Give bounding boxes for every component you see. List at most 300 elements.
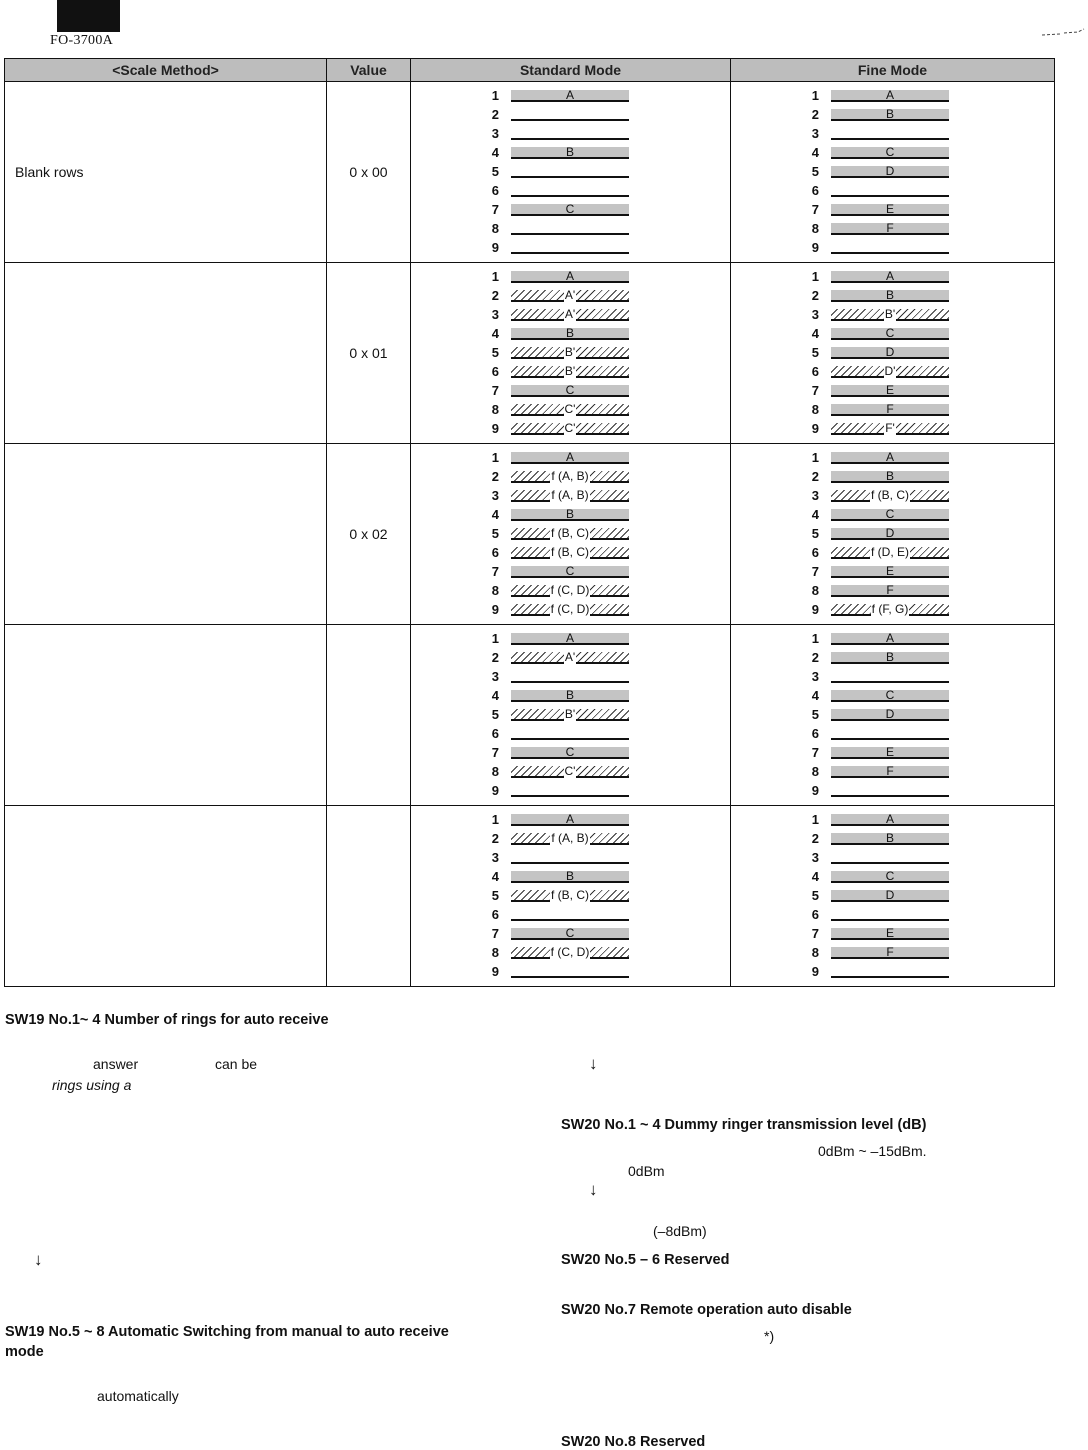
value-cell: 0 x 01 bbox=[327, 263, 411, 444]
line-number: 9 bbox=[811, 783, 819, 798]
scan-line-gray bbox=[511, 633, 629, 645]
scan-line-label: C bbox=[565, 383, 575, 397]
scan-line-gray bbox=[831, 204, 949, 216]
scan-line-hatch bbox=[511, 709, 629, 721]
scan-line-blank bbox=[511, 128, 629, 140]
scan-line-gray bbox=[511, 747, 629, 759]
scan-line-blank bbox=[511, 966, 629, 978]
scan-line-hatch bbox=[511, 585, 629, 597]
scan-line-label: F bbox=[886, 583, 894, 597]
fragment-can-be: can be bbox=[215, 1056, 258, 1072]
scan-line-hatch bbox=[511, 528, 629, 540]
scan-line-hatch bbox=[511, 490, 629, 502]
scan-line-label: B bbox=[885, 831, 894, 845]
header-value: Value bbox=[327, 59, 411, 82]
scan-line-hatch bbox=[511, 347, 629, 359]
line-number: 2 bbox=[811, 288, 819, 303]
line-number: 1 bbox=[811, 269, 819, 284]
line-number: 7 bbox=[491, 202, 499, 217]
scan-line-label: f (A, B) bbox=[551, 488, 589, 502]
scan-line-label: B' bbox=[564, 707, 576, 721]
scan-line-hatch bbox=[511, 404, 629, 416]
scan-line-hatch bbox=[831, 423, 949, 435]
scan-line-gray bbox=[831, 328, 949, 340]
scan-line-label: A bbox=[885, 631, 894, 645]
scan-line-label: C bbox=[885, 869, 895, 883]
scan-line-gray bbox=[831, 766, 949, 778]
line-number: 1 bbox=[811, 450, 819, 465]
line-number: 3 bbox=[491, 307, 499, 322]
line-number: 3 bbox=[811, 488, 819, 503]
level-minus-8dbm: (–8dBm) bbox=[653, 1223, 707, 1239]
fragment-rings-using-a: rings using a bbox=[52, 1077, 132, 1093]
method-cell bbox=[5, 625, 327, 806]
line-number: 6 bbox=[491, 183, 499, 198]
line-number: 8 bbox=[811, 945, 819, 960]
scan-line-hatch bbox=[511, 766, 629, 778]
scan-line-gray bbox=[831, 452, 949, 464]
scan-line-label: E bbox=[885, 564, 894, 578]
line-number: 6 bbox=[491, 907, 499, 922]
scan-line-label: f (D, E) bbox=[871, 545, 909, 559]
scan-line-gray bbox=[831, 871, 949, 883]
scan-line-hatch bbox=[511, 947, 629, 959]
scan-line-gray bbox=[511, 271, 629, 283]
line-number: 8 bbox=[811, 221, 819, 236]
scan-line-label: A bbox=[885, 88, 894, 102]
scan-line-blank bbox=[511, 785, 629, 797]
line-number: 7 bbox=[811, 745, 819, 760]
scan-line-label: f (A, B) bbox=[551, 469, 589, 483]
line-number: 3 bbox=[811, 126, 819, 141]
line-number: 4 bbox=[811, 869, 819, 884]
line-number: 1 bbox=[491, 450, 499, 465]
line-number: 1 bbox=[491, 812, 499, 827]
scan-line-label: C bbox=[885, 507, 895, 521]
scan-line-gray bbox=[831, 709, 949, 721]
line-number: 8 bbox=[491, 402, 499, 417]
scan-line-label: F' bbox=[885, 421, 895, 435]
scan-line-label: E bbox=[885, 202, 894, 216]
scan-line-gray bbox=[831, 223, 949, 235]
scan-line-label: A' bbox=[564, 288, 576, 302]
scan-line-gray bbox=[831, 814, 949, 826]
line-number: 7 bbox=[811, 926, 819, 941]
scan-line-blank bbox=[511, 728, 629, 740]
scan-line-label: C bbox=[885, 326, 895, 340]
scan-line-gray bbox=[511, 204, 629, 216]
table-row bbox=[5, 806, 1055, 987]
scan-line-gray bbox=[831, 890, 949, 902]
fragment-answer: answer bbox=[93, 1056, 139, 1072]
scan-line-blank bbox=[511, 671, 629, 683]
fine-diagram-cell bbox=[731, 444, 1055, 625]
scan-line-label: E bbox=[885, 383, 894, 397]
line-number: 3 bbox=[491, 126, 499, 141]
scan-line-blank bbox=[831, 242, 949, 254]
line-number: 3 bbox=[811, 307, 819, 322]
scan-line-gray bbox=[511, 90, 629, 102]
line-number: 4 bbox=[811, 507, 819, 522]
scan-line-blank bbox=[831, 966, 949, 978]
line-number: 8 bbox=[491, 583, 499, 598]
scan-line-label: E bbox=[885, 926, 894, 940]
line-number: 4 bbox=[811, 326, 819, 341]
scan-line-label: A bbox=[565, 88, 574, 102]
scan-line-gray bbox=[511, 871, 629, 883]
table-row bbox=[5, 82, 1055, 263]
scan-line-label: F bbox=[886, 402, 894, 416]
line-number: 9 bbox=[811, 602, 819, 617]
method-cell bbox=[5, 806, 327, 987]
scan-line-label: f (B, C) bbox=[551, 526, 589, 540]
model-number: FO-3700A bbox=[50, 33, 114, 48]
sw20-no5-6-heading: SW20 No.5 – 6 Reserved bbox=[561, 1252, 730, 1268]
scan-line-label: A bbox=[565, 269, 574, 283]
sw20-no1-4-heading: SW20 No.1 ~ 4 Dummy ringer transmission level (dB) bbox=[561, 1117, 927, 1133]
scan-line-label: D' bbox=[884, 364, 896, 378]
scan-line-label: B' bbox=[564, 345, 576, 359]
fragment-automatically: automatically bbox=[97, 1388, 179, 1404]
scan-line-label: F bbox=[886, 221, 894, 235]
scale-method-table bbox=[4, 58, 1055, 987]
line-number: 7 bbox=[491, 564, 499, 579]
line-number: 3 bbox=[491, 669, 499, 684]
scan-line-label: B bbox=[565, 869, 574, 883]
scan-line-label: B bbox=[885, 650, 894, 664]
scan-line-label: A' bbox=[564, 307, 576, 321]
scan-line-label: A bbox=[565, 631, 574, 645]
level-0dbm: 0dBm bbox=[628, 1163, 665, 1179]
scan-line-hatch bbox=[511, 833, 629, 845]
scan-line-gray bbox=[831, 747, 949, 759]
line-number: 5 bbox=[811, 707, 819, 722]
line-number: 5 bbox=[811, 888, 819, 903]
fine-diagram-cell bbox=[731, 263, 1055, 444]
scan-line-label: F bbox=[886, 764, 894, 778]
line-number: 1 bbox=[491, 269, 499, 284]
scan-line-label: C' bbox=[564, 764, 576, 778]
scan-line-label: B bbox=[885, 288, 894, 302]
scan-line-label: C bbox=[565, 564, 575, 578]
line-number: 3 bbox=[491, 850, 499, 865]
line-number: 5 bbox=[491, 707, 499, 722]
scan-line-blank bbox=[511, 185, 629, 197]
scan-line-label: D bbox=[885, 526, 895, 540]
line-number: 5 bbox=[811, 164, 819, 179]
scan-line-label: B' bbox=[884, 307, 896, 321]
scan-line-gray bbox=[831, 509, 949, 521]
scan-line-hatch bbox=[831, 366, 949, 378]
table-row bbox=[5, 444, 1055, 625]
line-number: 7 bbox=[491, 383, 499, 398]
scan-line-hatch bbox=[511, 652, 629, 664]
line-number: 1 bbox=[811, 88, 819, 103]
sw20-no8-heading: SW20 No.8 Reserved bbox=[561, 1434, 706, 1450]
sw19-no1-4-heading: SW19 No.1~ 4 Number of rings for auto receive bbox=[5, 1012, 329, 1028]
scan-line-hatch bbox=[511, 290, 629, 302]
scan-line-blank bbox=[831, 909, 949, 921]
line-number: 6 bbox=[811, 726, 819, 741]
scan-line-hatch bbox=[831, 604, 949, 616]
line-number: 8 bbox=[491, 221, 499, 236]
scan-line-hatch bbox=[511, 366, 629, 378]
scan-line-gray bbox=[831, 290, 949, 302]
scan-line-blank bbox=[831, 671, 949, 683]
scan-line-gray bbox=[511, 452, 629, 464]
method-cell: Blank rows bbox=[5, 82, 327, 263]
standard-diagram-cell bbox=[411, 806, 731, 987]
line-number: 1 bbox=[491, 88, 499, 103]
line-number: 4 bbox=[491, 507, 499, 522]
scan-line-blank bbox=[831, 785, 949, 797]
scan-line-label: F bbox=[886, 945, 894, 959]
scan-line-label: A bbox=[565, 450, 574, 464]
line-number: 1 bbox=[811, 631, 819, 646]
scan-line-gray bbox=[831, 947, 949, 959]
scan-line-label: E bbox=[885, 745, 894, 759]
scan-line-label: C bbox=[885, 145, 895, 159]
line-number: 9 bbox=[491, 421, 499, 436]
scan-line-blank bbox=[511, 223, 629, 235]
line-number: 6 bbox=[811, 545, 819, 560]
scan-line-hatch bbox=[831, 490, 949, 502]
line-number: 8 bbox=[491, 945, 499, 960]
scan-line-gray bbox=[831, 528, 949, 540]
fine-diagram-cell bbox=[731, 806, 1055, 987]
asterisk-note: *) bbox=[764, 1328, 775, 1344]
scan-line-blank bbox=[511, 852, 629, 864]
line-number: 1 bbox=[491, 631, 499, 646]
scan-line-gray bbox=[831, 347, 949, 359]
scan-line-label: A bbox=[565, 812, 574, 826]
scan-line-label: B bbox=[565, 145, 574, 159]
scan-line-label: f (B, C) bbox=[871, 488, 909, 502]
scan-line-hatch bbox=[511, 423, 629, 435]
standard-diagram-cell bbox=[411, 82, 731, 263]
scan-line-gray bbox=[511, 509, 629, 521]
line-number: 6 bbox=[491, 364, 499, 379]
scan-line-gray bbox=[511, 385, 629, 397]
line-number: 3 bbox=[811, 850, 819, 865]
line-number: 6 bbox=[811, 907, 819, 922]
line-number: 2 bbox=[491, 469, 499, 484]
line-number: 2 bbox=[811, 107, 819, 122]
line-number: 2 bbox=[811, 650, 819, 665]
scan-line-blank bbox=[831, 185, 949, 197]
scan-line-label: A bbox=[885, 450, 894, 464]
sw19-no5-8-heading: SW19 No.5 ~ 8 Automatic Switching from manual to auto receive bbox=[5, 1324, 449, 1340]
scan-line-gray bbox=[511, 328, 629, 340]
black-header-block bbox=[57, 0, 120, 32]
sw20-no7-heading: SW20 No.7 Remote operation auto disable bbox=[561, 1302, 852, 1318]
scan-line-gray bbox=[831, 404, 949, 416]
scan-line-blank bbox=[511, 166, 629, 178]
scan-line-label: B bbox=[565, 688, 574, 702]
scan-line-hatch bbox=[511, 309, 629, 321]
scan-line-hatch bbox=[831, 309, 949, 321]
scan-line-hatch bbox=[511, 604, 629, 616]
line-number: 8 bbox=[811, 402, 819, 417]
line-number: 9 bbox=[811, 421, 819, 436]
line-number: 5 bbox=[491, 888, 499, 903]
scan-line-gray bbox=[831, 90, 949, 102]
line-number: 7 bbox=[491, 926, 499, 941]
line-number: 8 bbox=[811, 583, 819, 598]
value-cell: 0 x 02 bbox=[327, 444, 411, 625]
scan-line-hatch bbox=[831, 547, 949, 559]
down-arrow-icon: ↓ bbox=[589, 1180, 598, 1199]
scan-line-gray bbox=[511, 147, 629, 159]
scan-line-gray bbox=[511, 566, 629, 578]
table-header-row bbox=[5, 59, 1055, 82]
fine-diagram-cell bbox=[731, 82, 1055, 263]
line-number: 9 bbox=[491, 783, 499, 798]
line-number: 5 bbox=[491, 526, 499, 541]
scan-line-label: B bbox=[885, 107, 894, 121]
line-number: 3 bbox=[811, 669, 819, 684]
line-number: 7 bbox=[811, 202, 819, 217]
table-row bbox=[5, 263, 1055, 444]
scan-line-gray bbox=[831, 928, 949, 940]
line-number: 9 bbox=[811, 240, 819, 255]
scan-line-label: D bbox=[885, 707, 895, 721]
line-number: 9 bbox=[491, 964, 499, 979]
line-number: 5 bbox=[811, 526, 819, 541]
scan-line-hatch bbox=[511, 547, 629, 559]
line-number: 9 bbox=[491, 602, 499, 617]
scan-line-blank bbox=[511, 909, 629, 921]
scan-line-label: f (C, D) bbox=[550, 602, 590, 616]
scan-line-gray bbox=[831, 271, 949, 283]
line-number: 7 bbox=[811, 564, 819, 579]
line-number: 4 bbox=[491, 688, 499, 703]
sw19-no5-8-heading-cont: mode bbox=[5, 1344, 44, 1360]
line-number: 6 bbox=[491, 726, 499, 741]
line-number: 1 bbox=[811, 812, 819, 827]
scan-line-blank bbox=[831, 852, 949, 864]
scan-line-label: D bbox=[885, 345, 895, 359]
line-number: 2 bbox=[491, 107, 499, 122]
scan-line-gray bbox=[831, 147, 949, 159]
scan-line-gray bbox=[831, 585, 949, 597]
line-number: 4 bbox=[811, 145, 819, 160]
line-number: 2 bbox=[811, 831, 819, 846]
scan-line-gray bbox=[831, 385, 949, 397]
method-cell bbox=[5, 263, 327, 444]
scan-line-gray bbox=[831, 652, 949, 664]
scan-line-label: B bbox=[885, 469, 894, 483]
scan-line-blank bbox=[831, 728, 949, 740]
scan-line-label: D bbox=[885, 888, 895, 902]
scan-line-label: C' bbox=[564, 421, 576, 435]
scan-line-label: C bbox=[565, 202, 575, 216]
scan-line-label: B' bbox=[564, 364, 576, 378]
scan-line-hatch bbox=[511, 471, 629, 483]
scan-line-gray bbox=[831, 471, 949, 483]
scan-line-gray bbox=[511, 814, 629, 826]
scan-line-label: D bbox=[885, 164, 895, 178]
scan-line-gray bbox=[511, 928, 629, 940]
standard-diagram-cell bbox=[411, 444, 731, 625]
line-number: 8 bbox=[491, 764, 499, 779]
scan-line-label: f (A, B) bbox=[551, 831, 589, 845]
scan-line-gray bbox=[831, 166, 949, 178]
fine-diagram-cell bbox=[731, 625, 1055, 806]
scan-line-label: C bbox=[565, 926, 575, 940]
method-cell bbox=[5, 444, 327, 625]
scan-line-label: B bbox=[565, 326, 574, 340]
header-fine-mode: Fine Mode bbox=[731, 59, 1055, 82]
level-range: 0dBm ~ –15dBm. bbox=[818, 1143, 927, 1159]
scan-line-gray bbox=[511, 690, 629, 702]
line-number: 9 bbox=[491, 240, 499, 255]
scan-line-label: C bbox=[565, 745, 575, 759]
header-scale-method: <Scale Method> bbox=[5, 59, 327, 82]
scan-line-gray bbox=[831, 109, 949, 121]
down-arrow-icon: ↓ bbox=[589, 1054, 598, 1073]
line-number: 9 bbox=[811, 964, 819, 979]
scan-line-blank bbox=[511, 109, 629, 121]
standard-diagram-cell bbox=[411, 263, 731, 444]
scan-line-gray bbox=[831, 566, 949, 578]
line-number: 6 bbox=[811, 183, 819, 198]
line-number: 4 bbox=[491, 145, 499, 160]
scan-line-label: C bbox=[885, 688, 895, 702]
line-number: 4 bbox=[811, 688, 819, 703]
line-number: 8 bbox=[811, 764, 819, 779]
line-number: 6 bbox=[811, 364, 819, 379]
line-number: 5 bbox=[811, 345, 819, 360]
line-number: 7 bbox=[811, 383, 819, 398]
line-number: 5 bbox=[491, 345, 499, 360]
scan-line-label: A' bbox=[564, 650, 576, 664]
value-cell bbox=[327, 625, 411, 806]
scan-line-gray bbox=[831, 690, 949, 702]
scan-line-label: B bbox=[565, 507, 574, 521]
scan-line-hatch bbox=[511, 890, 629, 902]
line-number: 7 bbox=[491, 745, 499, 760]
line-number: 2 bbox=[491, 650, 499, 665]
line-number: 5 bbox=[491, 164, 499, 179]
line-number: 2 bbox=[491, 831, 499, 846]
scan-line-label: f (B, C) bbox=[551, 545, 589, 559]
scan-line-blank bbox=[511, 242, 629, 254]
scan-line-label: C' bbox=[564, 402, 576, 416]
line-number: 2 bbox=[491, 288, 499, 303]
table-row bbox=[5, 625, 1055, 806]
line-number: 2 bbox=[811, 469, 819, 484]
scan-line-label: f (C, D) bbox=[550, 583, 590, 597]
scan-line-label: A bbox=[885, 812, 894, 826]
scan-line-gray bbox=[831, 833, 949, 845]
corner-mark bbox=[1040, 28, 1085, 38]
line-number: 6 bbox=[491, 545, 499, 560]
scan-line-label: f (F, G) bbox=[871, 602, 909, 616]
scan-line-blank bbox=[831, 128, 949, 140]
scan-line-label: f (C, D) bbox=[550, 945, 590, 959]
header-standard-mode: Standard Mode bbox=[411, 59, 731, 82]
scan-line-label: A bbox=[885, 269, 894, 283]
down-arrow-icon: ↓ bbox=[34, 1250, 43, 1269]
line-number: 4 bbox=[491, 326, 499, 341]
value-cell bbox=[327, 806, 411, 987]
scan-line-label: f (B, C) bbox=[551, 888, 589, 902]
line-number: 4 bbox=[491, 869, 499, 884]
value-cell: 0 x 00 bbox=[327, 82, 411, 263]
scan-line-gray bbox=[831, 633, 949, 645]
standard-diagram-cell bbox=[411, 625, 731, 806]
